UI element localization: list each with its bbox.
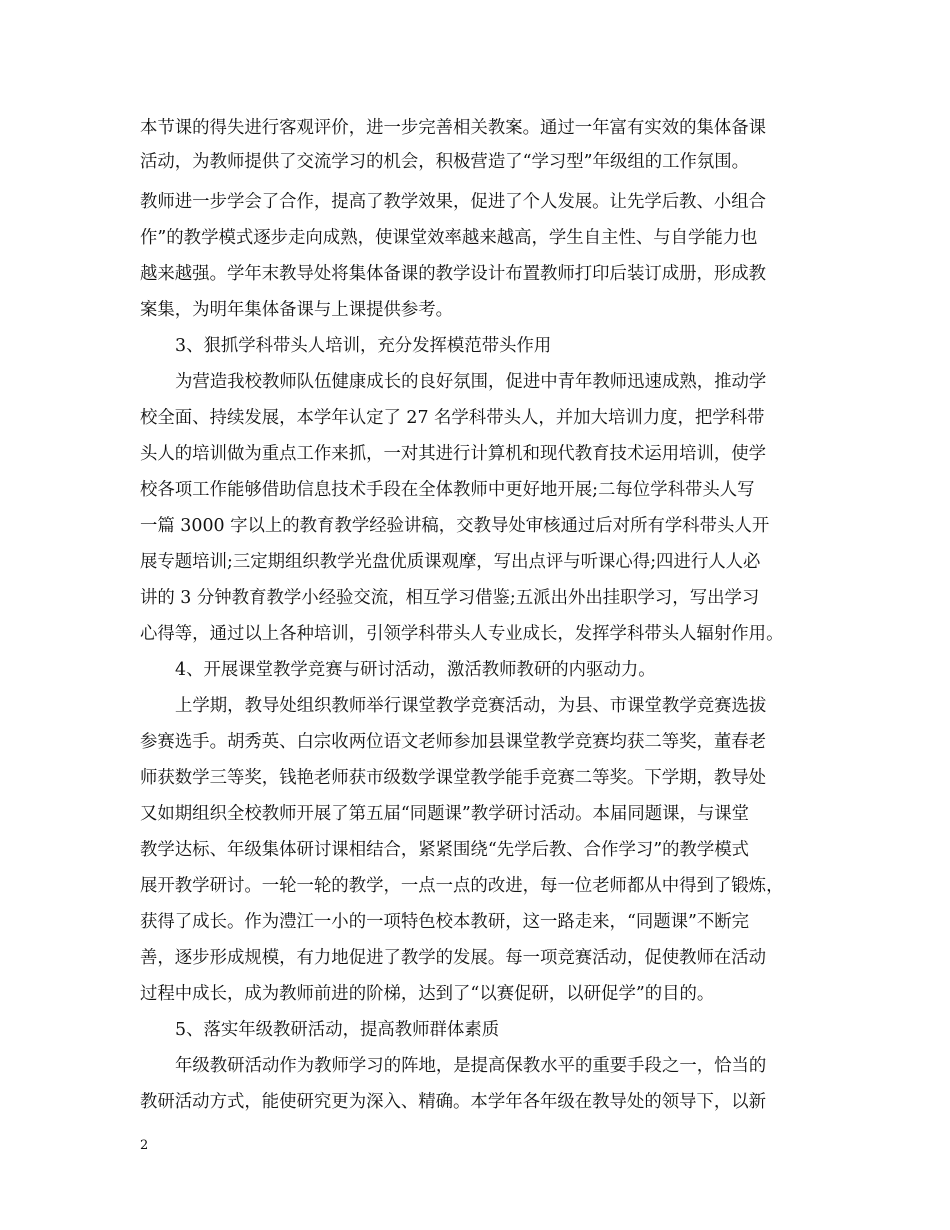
text-line: 为营造我校教师队伍健康成长的良好氛围，促进中青年教师迅速成熟，推动学: [175, 372, 767, 392]
text-line: 教师进一步学会了合作，提高了教学效果，促进了个人发展。让先学后教、小组合: [140, 192, 767, 212]
text-line: 教研活动方式，能使研究更为深入、精确。本学年各年级在教导处的领导下，以新: [140, 1092, 767, 1112]
text-line: 教学达标、年级集体研讨课相结合，紧紧围绕“先学后教、合作学习”的教学模式: [140, 840, 750, 860]
text-line: 一篇 3000 字以上的教育教学经验讲稿，交教导处审核通过后对所有学科带头人开: [140, 516, 770, 536]
text-line: 心得等，通过以上各种培训，引领学科带头人专业成长，发挥学科带头人辐射作用。: [140, 624, 784, 644]
text-line: 本节课的得失进行客观评价，进一步完善相关教案。通过一年富有实效的集体备课: [140, 118, 767, 138]
section-heading: 4、开展课堂教学竞赛与研讨活动，激活教师教研的内驱动力。: [175, 660, 656, 680]
text-line: 过程中成长，成为教师前进的阶梯，达到了“以赛促研，以研促学”的目的。: [140, 984, 715, 1004]
text-line: 师获数学三等奖，钱艳老师获市级数学课堂教学能手竞赛二等奖。下学期，教导处: [140, 768, 767, 788]
text-line: 上学期，教导处组织教师举行课堂教学竞赛活动，为县、市课堂教学竞赛选拔: [175, 696, 767, 716]
section-heading: 5、落实年级教研活动，提高教师群体素质: [175, 1020, 500, 1040]
text-line: 校各项工作能够借助信息技术手段在全体教师中更好地开展;二每位学科带头人写: [140, 480, 755, 500]
text-line: 校全面、持续发展，本学年认定了 27 名学科带头人，并加大培训力度，把学科带: [140, 408, 765, 428]
text-line: 展专题培训;三定期组织教学光盘优质课观摩，写出点评与听课心得;四进行人人必: [140, 552, 761, 572]
text-line: 讲的 3 分钟教育教学小经验交流，相互学习借鉴;五派出外出挂职学习，写出学习: [140, 588, 760, 608]
text-line: 又如期组织全校教师开展了第五届“同题课”教学研讨活动。本届同题课，与课堂: [140, 804, 750, 824]
text-line: 年级教研活动作为教师学习的阵地，是提高保教水平的重要手段之一，恰当的: [175, 1056, 767, 1076]
text-line: 头人的培训做为重点工作来抓，一对其进行计算机和现代教育技术运用培训，使学: [140, 444, 767, 464]
text-line: 案集，为明年集体备课与上课提供参考。: [140, 300, 454, 320]
text-line: 活动，为教师提供了交流学习的机会，积极营造了“学习型”年级组的工作氛围。: [140, 152, 750, 172]
text-line: 善，逐步形成规模，有力地促进了教学的发展。每一项竞赛活动，促使教师在活动: [140, 948, 767, 968]
page-number: 2: [140, 1138, 149, 1153]
text-line: 参赛选手。胡秀英、白宗收两位语文老师参加县课堂教学竞赛均获二等奖，董春老: [140, 732, 767, 752]
text-line: 作”的教学模式逐步走向成熟，使课堂效率越来越高，学生自主性、与自学能力也: [140, 228, 758, 248]
text-line: 越来越强。学年末教导处将集体备课的教学设计布置教师打印后装订成册，形成教: [140, 264, 767, 284]
text-line: 展开教学研讨。一轮一轮的教学，一点一点的改进，每一位老师都从中得到了锻炼，: [140, 876, 784, 896]
section-heading: 3、狠抓学科带头人培训，充分发挥模范带头作用: [175, 336, 552, 356]
text-line: 获得了成长。作为澧江一小的一项特色校本教研，这一路走来，“同题课”不断完: [140, 912, 750, 932]
